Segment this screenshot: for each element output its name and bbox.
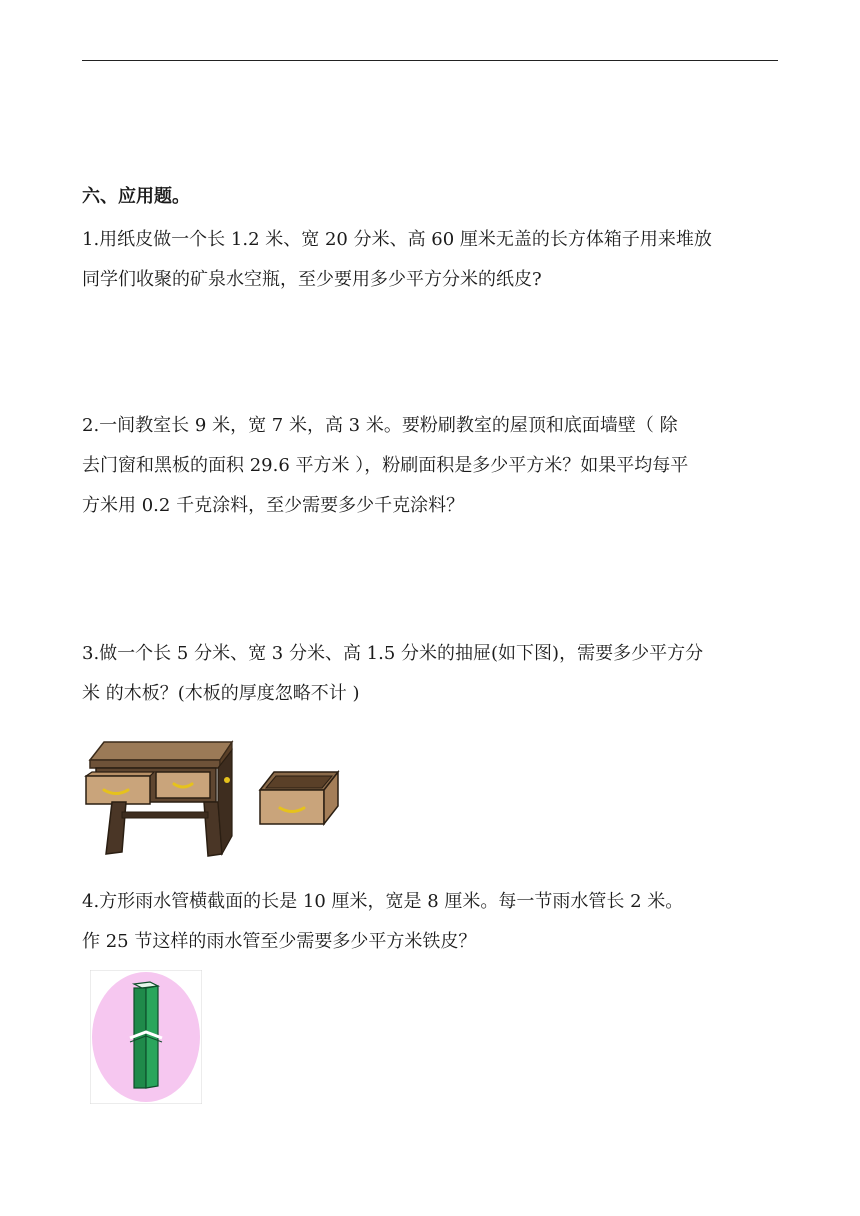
question-line: 2.一间教室长 9 米，宽 7 米，高 3 米。要粉刷教室的屋顶和底面墙壁（ 除	[82, 415, 678, 436]
desk-drawer-illustration	[82, 732, 342, 864]
question-line: 同学们收聚的矿泉水空瓶，至少要用多少平方分米的纸皮?	[82, 269, 542, 290]
question-1	[82, 220, 782, 300]
question-3	[82, 634, 782, 714]
question-line: 米 的木板？(木板的厚度忽略不计 )	[82, 683, 360, 704]
section-heading: 六、应用题。	[82, 186, 190, 207]
rain-pipe-illustration	[90, 970, 202, 1104]
question-line: 4.方形雨水管横截面的长是 10 厘米，宽是 8 厘米。每一节雨水管长 2 米。	[82, 891, 684, 912]
question-line: 作 25 节这样的雨水管至少需要多少平方米铁皮？	[82, 931, 477, 952]
question-line: 1.用纸皮做一个长 1.2 米、宽 20 分米、高 60 厘米无盖的长方体箱子用来堆放	[82, 229, 712, 250]
question-line: 去门窗和黑板的面积 29.6 平方米 ），粉刷面积是多少平方米？如果平均每平	[82, 455, 689, 476]
question-line: 方米用 0.2 千克涂料，至少需要多少千克涂料？	[82, 495, 465, 516]
question-2	[82, 406, 782, 526]
header-rule	[82, 60, 778, 61]
question-4	[82, 882, 782, 962]
question-line: 3.做一个长 5 分米、宽 3 分米、高 1.5 分米的抽屉(如下图)，需要多少平方分	[82, 643, 704, 664]
